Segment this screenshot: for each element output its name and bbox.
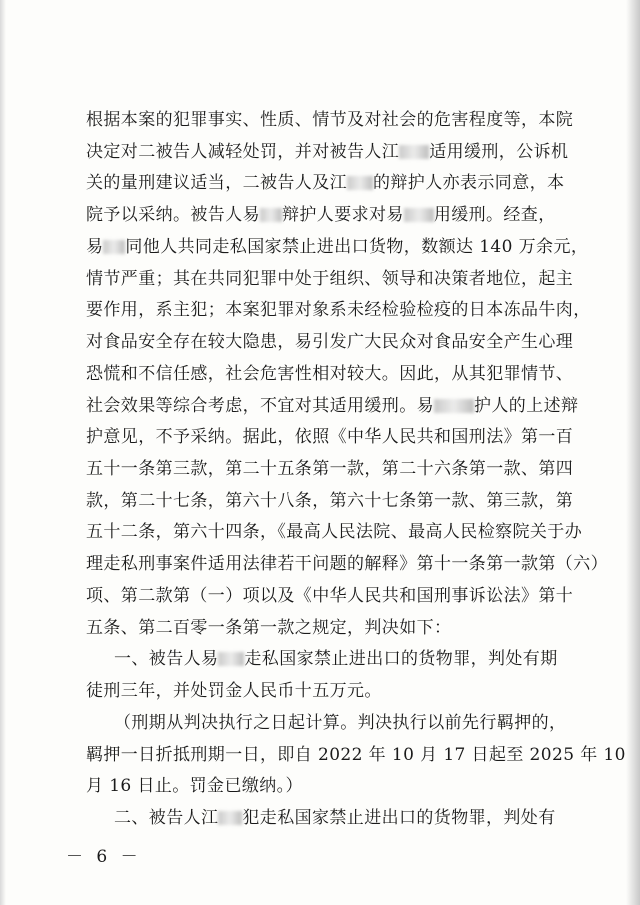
text-line: （刑期从判决执行之日起计算。判决执行以前先行羁押的， — [114, 713, 567, 733]
text-line: 二、被告人江 犯走私国家禁止进出口的货物罪，判处有 — [114, 808, 556, 828]
redaction-blur — [260, 208, 282, 222]
redaction-blur — [218, 811, 242, 825]
redaction-blur — [404, 208, 434, 222]
redaction-blur — [103, 240, 125, 254]
text-line: 款，第二十七条，第六十八条，第六十七条第一款、第三款，第 — [86, 491, 574, 511]
text-line: 对食品安全存在较大隐患，易引发广大民众对食品安全产生心理 — [86, 332, 574, 352]
text-line: 徒刑三年，并处罚金人民币十五万元。 — [86, 681, 382, 701]
text-line: 关的量刑建议适当，二被告人及江 的辩护人亦表示同意，本 — [86, 173, 565, 193]
page-number: － 6 － — [66, 847, 142, 867]
text-line: 要作用，系主犯；本案犯罪对象系未经检验检疫的日本冻品牛肉， — [86, 300, 591, 320]
text-line: 易 同他人共同走私国家禁止进出口货物，数额达 140 万余元， — [86, 237, 589, 257]
text-line: 社会效果等综合考虑，不宜对其适用缓刑。易 护人的上述辩 — [86, 396, 579, 416]
text-line: 一、被告人易 走私国家禁止进出口的货物罪，判处有期 — [114, 649, 558, 669]
text-line: 根据本案的犯罪事实、性质、情节及对社会的危害程度等，本院 — [86, 110, 574, 130]
text-line: 五条、第二百零一条第一款之规定，判决如下： — [86, 618, 452, 638]
page-edge-shadow — [0, 0, 6, 905]
text-line: 院予以采纳。被告人易 辩护人要求对易 用缓刑。经查， — [86, 205, 556, 225]
text-line: 五十一条第三款，第二十五条第一款，第二十六条第一款、第四 — [86, 459, 574, 479]
text-line: 护意见，不予采纳。据此，依照《中华人民共和国刑法》第一百 — [86, 427, 574, 447]
redaction-blur — [218, 652, 244, 666]
text-line: 羁押一日折抵刑期一日，即自 2022 年 10 月 17 日起至 2025 年 10 — [86, 745, 626, 765]
text-line: 项、第二款第（一）项以及《中华人民共和国刑事诉讼法》第十 — [86, 586, 574, 606]
text-line: 理走私刑事案件适用法律若干问题的解释》第十一条第一款第（六） — [86, 554, 608, 574]
redaction-blur — [347, 176, 373, 190]
text-line: 情节严重；其在共同犯罪中处于组织、领导和决策者地位，起主 — [86, 269, 574, 289]
page-edge-shadow — [626, 0, 640, 905]
text-line: 决定对二被告人减轻处罚，并对被告人江 适用缓刑，公诉机 — [86, 142, 569, 162]
redaction-blur — [399, 145, 429, 159]
text-line: 五十二条，第六十四条，《最高人民法院、最高人民检察院关于办 — [86, 522, 583, 542]
text-line: 月 16 日止。罚金已缴纳。） — [86, 776, 303, 796]
text-line: 恐慌和不信任感，社会危害性相对较大。因此，从其犯罪情节、 — [86, 364, 574, 384]
redaction-blur — [434, 399, 474, 413]
